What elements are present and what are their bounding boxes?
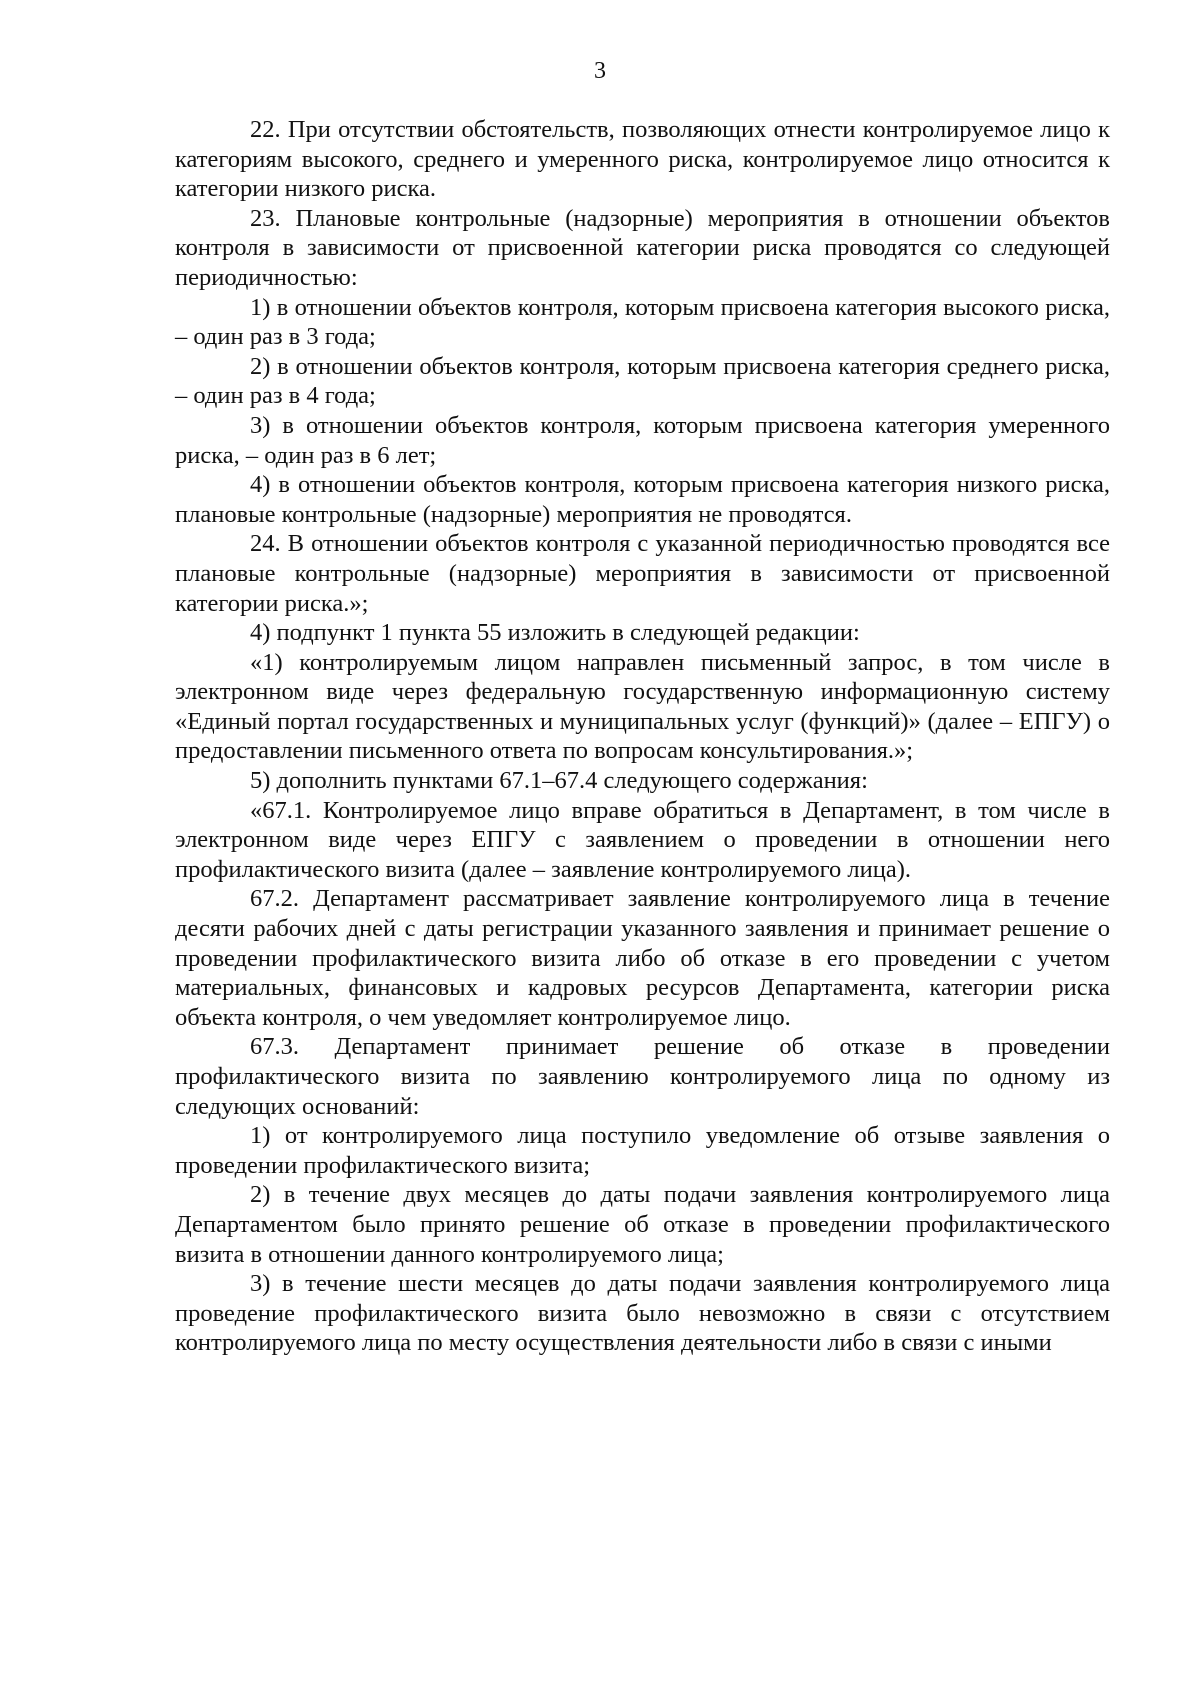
- paragraph-67-3-item-1: 1) от контролируемого лица поступило уведомление об отзыве заявления о проведении профилактического визита;: [175, 1122, 1110, 1179]
- amendment-item-5: 5) дополнить пунктами 67.1–67.4 следующего содержания:: [250, 767, 868, 795]
- paragraph-23-item-4: 4) в отношении объектов контроля, которым присвоена категория низкого риска, плановые контрольные (надзорные) мероприятия не проводятся.: [175, 471, 1110, 528]
- paragraph-67-2: 67.2. Департамент рассматривает заявление контролируемого лица в течение десяти рабочих дней с даты регистрации указанного заявления и принимает решение о проведении профилактического визита либо об отказе в его проведении с учетом материальных, финансовых и кадровых ресурсов Департамента, категории риска объекта контроля, о чем уведомляет контролируемое лицо.: [175, 885, 1110, 1031]
- paragraph-23-item-1: 1) в отношении объектов контроля, которым присвоена категория высокого риска, – один раз в 3 года;: [175, 293, 1110, 351]
- paragraph-67-3-item-2: 2) в течение двух месяцев до даты подачи заявления контролируемого лица Департаментом было принято решение об отказе в проведении профилактического визита в отношении данного контролируемого лица;: [175, 1181, 1110, 1268]
- amendment-item-4: 4) подпункт 1 пункта 55 изложить в следующей редакции:: [250, 619, 860, 647]
- document-body: [175, 115, 1110, 1358]
- paragraph-24: 24. В отношении объектов контроля с указанной периодичностью проводятся все плановые контрольные (надзорные) мероприятия в зависимости от присвоенной категории риска.»;: [175, 530, 1110, 617]
- page-number: 3: [594, 58, 606, 84]
- paragraph-67-3-item-3: 3) в течение шести месяцев до даты подачи заявления контролируемого лица проведение профилактического визита было невозможно в связи с отсутствием контролируемого лица по месту осуществления деятельности либо в связи с иными: [175, 1270, 1110, 1357]
- paragraph-22: 22. При отсутствии обстоятельств, позволяющих отнести контролируемое лицо к категориям высокого, среднего и умеренного риска, контролируемое лицо относится к категории низкого риска.: [175, 116, 1110, 203]
- paragraph-67-1: «67.1. Контролируемое лицо вправе обратиться в Департамент, в том числе в электронном виде через ЕПГУ с заявлением о проведении в отношении него профилактического визита (далее – заявление контролируемого лица).: [175, 796, 1110, 883]
- paragraph-67-3: 67.3. Департамент принимает решение об отказе в проведении профилактического визита по заявлению контролируемого лица по одному из следующих оснований:: [175, 1033, 1110, 1120]
- paragraph-23: 23. Плановые контрольные (надзорные) мероприятия в отношении объектов контроля в зависимости от присвоенной категории риска проводятся со следующей периодичностью:: [175, 204, 1110, 291]
- paragraph-23-item-3: 3) в отношении объектов контроля, которым присвоена категория умеренного риска, – один раз в 6 лет;: [175, 411, 1110, 469]
- amendment-item-4-text: «1) контролируемым лицом направлен письменный запрос, в том числе в электронном виде через федеральную государственную информационную систему «Единый портал государственных и муниципальных услуг (функций)» (далее – ЕПГУ) о предоставлении письменного ответа по вопросам консультирования.»;: [175, 648, 1110, 765]
- paragraph-23-item-2: 2) в отношении объектов контроля, которым присвоена категория среднего риска, – один раз в 4 года;: [175, 352, 1110, 410]
